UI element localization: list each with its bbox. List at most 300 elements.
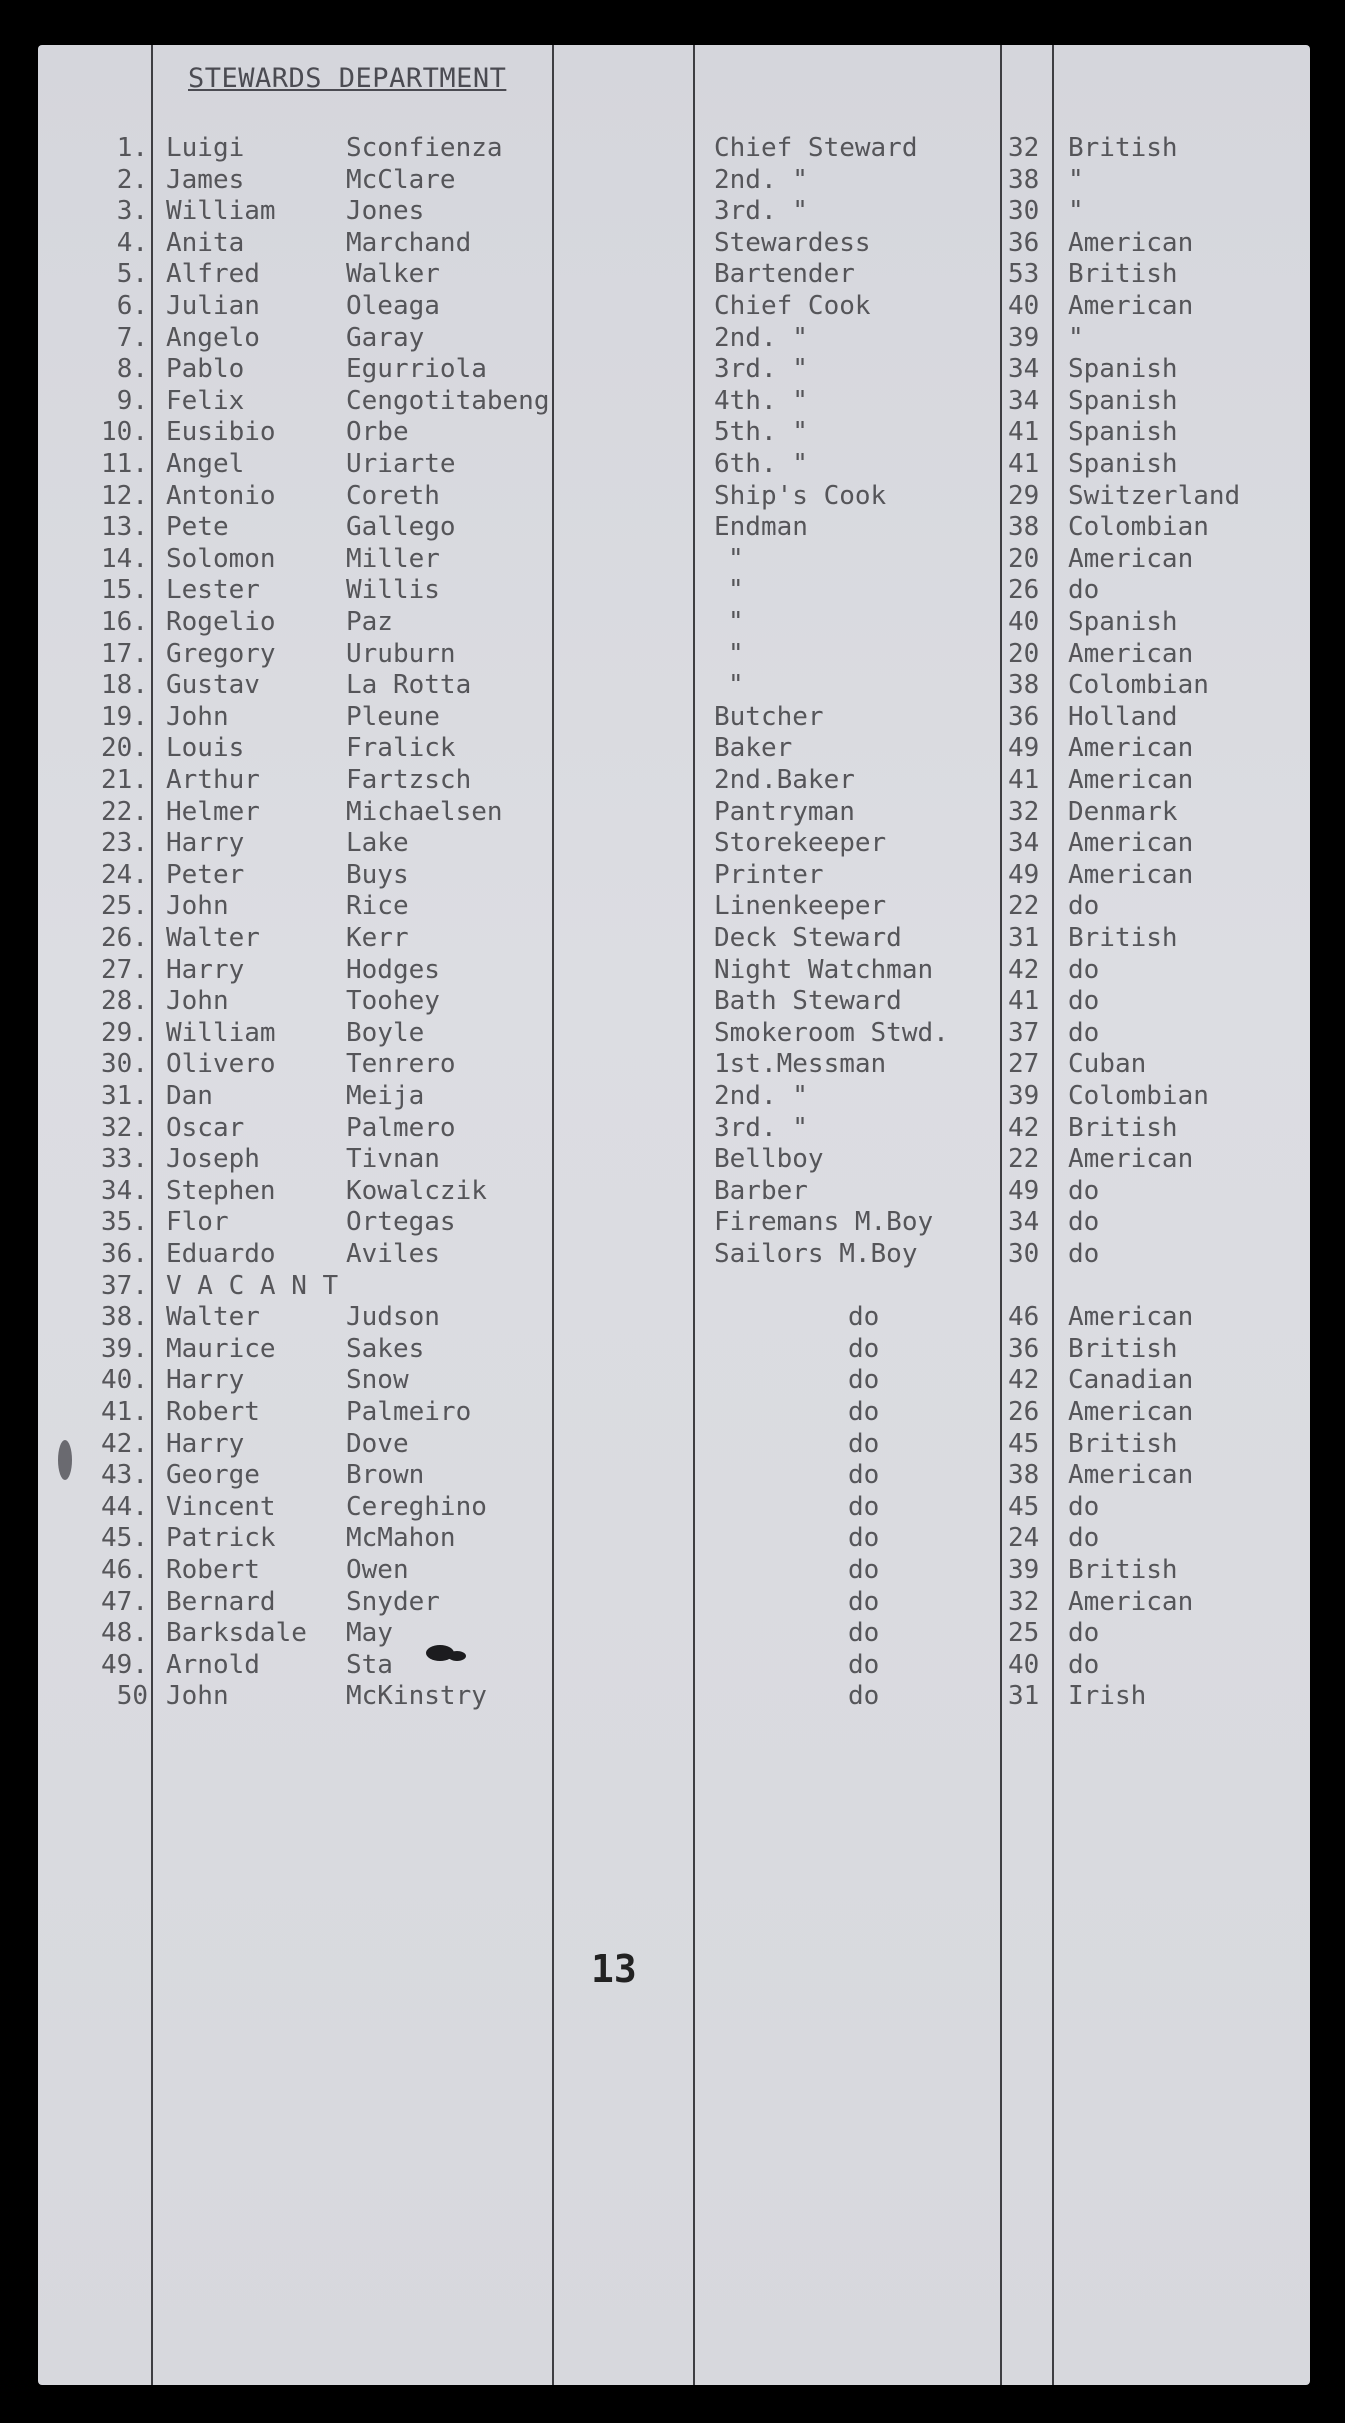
last-name: Pleune [346,701,440,732]
first-name: Eduardo [166,1239,276,1269]
nationality: American [1068,227,1194,258]
last-name: Egurriola [346,354,487,385]
crew-row [38,386,1310,417]
rating: Smokeroom Stwd. [714,1017,949,1048]
last-name: McClare [346,164,456,195]
age: 37 [1008,1017,1040,1048]
nationality: British [1068,1112,1178,1143]
nationality: Colombian [1068,512,1209,543]
row-number: 32. [101,1112,148,1143]
crew-row [38,1492,1310,1523]
rating: Firemans M.Boy [714,1207,934,1238]
nationality: do [1068,575,1100,606]
row-number: 35. [101,1207,148,1238]
crew-row [38,1555,1310,1586]
first-name: Harry [166,1365,245,1396]
last-name: Jones [346,196,425,227]
last-name: Willis [346,575,440,606]
row-number: 11. [101,449,148,479]
first-name: V A C A N T [166,1270,339,1301]
last-name: Brown [346,1460,425,1491]
age: 42 [1008,1365,1040,1396]
age: 41 [1008,986,1040,1017]
nationality: do [1068,1207,1100,1238]
rating: " [728,543,744,574]
age: 49 [1008,1175,1040,1206]
age: 46 [1008,1302,1040,1333]
rating: Baker [714,733,793,764]
rating: 3rd. " [714,196,808,227]
first-name: Alfred [166,259,260,290]
rating: do [848,1586,880,1617]
first-name: Louis [166,733,245,764]
first-name: John [166,891,229,922]
nationality: Denmark [1068,796,1178,827]
age: 38 [1008,670,1040,701]
nationality: do [1068,1175,1100,1206]
row-number: 38. [101,1302,148,1333]
last-name: Toohey [346,986,440,1017]
row-number: 23. [101,828,148,859]
row-number: 42. [101,1428,148,1459]
row-number: 40. [101,1365,148,1396]
crew-row [38,512,1310,543]
nationality: American [1068,543,1194,574]
nationality: American [1068,291,1194,321]
row-number: 26. [101,923,148,953]
rating: Chief Cook [714,291,871,321]
nationality: British [1068,923,1178,953]
first-name: Stephen [166,1175,276,1206]
row-number: 7. [116,322,148,353]
last-name: Walker [346,259,440,290]
nationality: Irish [1068,1681,1147,1712]
last-name: Orbe [346,417,409,448]
nationality: do [1068,986,1100,1017]
first-name: Vincent [166,1491,276,1522]
age: 26 [1008,575,1040,606]
nationality: American [1068,859,1194,890]
crew-row [38,1176,1310,1207]
age: 36 [1008,1333,1040,1364]
last-name: Boyle [346,1017,425,1048]
rating: 6th. " [714,449,808,479]
row-number: 28. [101,986,148,1017]
crew-row [38,1018,1310,1049]
first-name: Angelo [166,322,260,353]
rating: 2nd.Baker [714,765,855,795]
crew-row [38,1429,1310,1460]
age: 40 [1008,291,1040,321]
age: 41 [1008,417,1040,448]
row-number: 20. [101,733,148,764]
rating: 2nd. " [714,322,808,353]
age: 36 [1008,701,1040,732]
age: 20 [1008,543,1040,574]
age: 42 [1008,1112,1040,1143]
last-name: Gallego [346,512,456,543]
rating: Pantryman [714,796,855,827]
last-name: Coreth [346,480,440,511]
nationality: do [1068,1239,1100,1269]
rating: " [728,638,744,669]
first-name: Harry [166,954,245,985]
rating: Printer [714,859,824,890]
last-name: Oleaga [346,291,440,321]
nationality: British [1068,1428,1178,1459]
last-name: Marchand [346,227,472,258]
first-name: Olivero [166,1049,276,1080]
first-name: Patrick [166,1523,276,1554]
row-number: 31. [101,1081,148,1111]
nationality: do [1068,1649,1100,1680]
crew-row [38,1618,1310,1649]
crew-row [38,291,1310,322]
row-number: 13. [101,512,148,543]
crew-row [38,417,1310,448]
rating: do [848,1618,880,1649]
age: 32 [1008,1586,1040,1617]
nationality: Colombian [1068,1081,1209,1111]
nationality: American [1068,1460,1194,1491]
first-name: Oscar [166,1112,245,1143]
age: 22 [1008,891,1040,922]
first-name: Robert [166,1555,260,1585]
crew-row [38,1681,1310,1712]
row-number: 4. [116,227,148,258]
first-name: Angel [166,449,245,479]
last-name: Snyder [346,1586,440,1617]
row-number: 17. [101,638,148,669]
row-number: 50 [116,1681,148,1712]
row-number: 9. [116,385,148,416]
first-name: William [166,1017,276,1048]
first-name: Gregory [166,638,276,669]
first-name: Walter [166,1302,260,1333]
age: 27 [1008,1049,1040,1080]
nationality: Spanish [1068,354,1178,385]
rating: do [848,1523,880,1554]
rating: do [848,1491,880,1522]
first-name: John [166,986,229,1017]
nationality: American [1068,1586,1194,1617]
crew-row [38,1207,1310,1238]
last-name: Hodges [346,954,440,985]
row-number: 36. [101,1239,148,1269]
row-number: 10. [101,417,148,448]
nationality: American [1068,638,1194,669]
crew-row [38,1144,1310,1175]
age: 26 [1008,1397,1040,1427]
ink-blot [58,1440,72,1480]
row-number: 44. [101,1491,148,1522]
nationality: Colombian [1068,670,1209,701]
nationality: Holland [1068,701,1178,732]
rating: do [848,1333,880,1364]
first-name: George [166,1460,260,1491]
row-number: 45. [101,1523,148,1554]
crew-row [38,323,1310,354]
nationality: do [1068,1017,1100,1048]
rating: " [728,670,744,701]
age: 36 [1008,227,1040,258]
age: 31 [1008,1681,1040,1712]
nationality: do [1068,1491,1100,1522]
crew-row [38,670,1310,701]
rating: Bartender [714,259,855,290]
crew-row [38,544,1310,575]
row-number: 22. [101,796,148,827]
age: 32 [1008,133,1040,163]
first-name: Maurice [166,1333,276,1364]
last-name: Buys [346,859,409,890]
first-name: Harry [166,828,245,859]
first-name: Arnold [166,1649,260,1680]
row-number: 8. [116,354,148,385]
crew-row [38,354,1310,385]
first-name: Pete [166,512,229,543]
last-name: Paz [346,607,393,637]
row-number: 1. [116,133,148,163]
document-sheet [38,45,1310,2385]
last-name: Sakes [346,1333,425,1364]
first-name: Julian [166,291,260,321]
row-number: 29. [101,1017,148,1048]
first-name: Pablo [166,354,245,385]
last-name: Aviles [346,1239,440,1269]
nationality: do [1068,1618,1100,1649]
last-name: Sta [346,1649,393,1680]
row-number: 15. [101,575,148,606]
crew-row [38,1334,1310,1365]
last-name: Garay [346,322,425,353]
crew-row [38,1523,1310,1554]
age: 53 [1008,259,1040,290]
age: 32 [1008,796,1040,827]
age: 34 [1008,354,1040,385]
rating: 2nd. " [714,1081,808,1111]
last-name: Dove [346,1428,409,1459]
last-name: Tivnan [346,1144,440,1175]
rating: " [728,607,744,637]
row-number: 46. [101,1555,148,1585]
first-name: James [166,164,245,195]
row-number: 37. [101,1270,148,1301]
crew-row [38,1587,1310,1618]
rating: Chief Steward [714,133,918,163]
last-name: Sconfienza [346,133,503,163]
last-name: Uruburn [346,638,456,669]
age: 22 [1008,1144,1040,1175]
age: 30 [1008,1239,1040,1269]
crew-row [38,1460,1310,1491]
last-name: Miller [346,543,440,574]
first-name: Lester [166,575,260,606]
nationality: Cuban [1068,1049,1147,1080]
age: 34 [1008,828,1040,859]
rating: do [848,1649,880,1680]
crew-row [38,1397,1310,1428]
row-number: 3. [116,196,148,227]
age: 34 [1008,385,1040,416]
rating: 2nd. " [714,164,808,195]
rating: Bath Steward [714,986,902,1017]
crew-row [38,860,1310,891]
crew-row [38,765,1310,796]
last-name: Ortegas [346,1207,456,1238]
row-number: 24. [101,859,148,890]
crew-row [38,986,1310,1017]
crew-row [38,228,1310,259]
row-number: 14. [101,543,148,574]
first-name: John [166,701,229,732]
crew-row [38,891,1310,922]
age: 39 [1008,322,1040,353]
rating: Deck Steward [714,923,902,953]
age: 31 [1008,923,1040,953]
first-name: Harry [166,1428,245,1459]
last-name: Fartzsch [346,765,472,795]
nationality: British [1068,1555,1178,1585]
first-name: Joseph [166,1144,260,1175]
crew-row [38,133,1310,164]
nationality: Canadian [1068,1365,1194,1396]
nationality: Switzerland [1068,480,1241,511]
crew-row [38,575,1310,606]
row-number: 2. [116,164,148,195]
rating: do [848,1555,880,1585]
nationality: American [1068,1397,1194,1427]
crew-row [38,165,1310,196]
crew-row [38,449,1310,480]
age: 38 [1008,164,1040,195]
age: 38 [1008,512,1040,543]
first-name: Peter [166,859,245,890]
rating: do [848,1302,880,1333]
crew-row [38,797,1310,828]
age: 40 [1008,607,1040,637]
row-number: 34. [101,1175,148,1206]
last-name: Tenrero [346,1049,456,1080]
age: 30 [1008,196,1040,227]
rating: Endman [714,512,808,543]
row-number: 48. [101,1618,148,1649]
row-number: 6. [116,291,148,321]
nationality: do [1068,954,1100,985]
first-name: Helmer [166,796,260,827]
last-name: Cereghino [346,1491,487,1522]
first-name: Walter [166,923,260,953]
first-name: Luigi [166,133,245,163]
crew-row [38,828,1310,859]
first-name: Bernard [166,1586,276,1617]
nationality: American [1068,733,1194,764]
age: 45 [1008,1491,1040,1522]
last-name: Fralick [346,733,456,764]
last-name: McMahon [346,1523,456,1554]
rating: do [848,1397,880,1427]
rating: Storekeeper [714,828,887,859]
first-name: Arthur [166,765,260,795]
page-number: 13 [591,1947,637,1991]
row-number: 5. [116,259,148,290]
last-name: Owen [346,1555,409,1585]
first-name: Barksdale [166,1618,307,1649]
last-name: Michaelsen [346,796,503,827]
nationality: Spanish [1068,417,1178,448]
age: 41 [1008,765,1040,795]
crew-row [38,607,1310,638]
first-name: Robert [166,1397,260,1427]
rating: Sailors M.Boy [714,1239,918,1269]
crew-row [38,1302,1310,1333]
nationality: Spanish [1068,449,1178,479]
first-name: William [166,196,276,227]
rating: 5th. " [714,417,808,448]
crew-row [38,1650,1310,1681]
rating: do [848,1365,880,1396]
rating: Linenkeeper [714,891,887,922]
nationality: American [1068,1144,1194,1175]
first-name: John [166,1681,229,1712]
nationality: American [1068,1302,1194,1333]
row-number: 25. [101,891,148,922]
age: 24 [1008,1523,1040,1554]
crew-row [38,1049,1310,1080]
row-number: 18. [101,670,148,701]
nationality: British [1068,259,1178,290]
rating: 1st.Messman [714,1049,887,1080]
last-name: Kerr [346,923,409,953]
crew-row [38,923,1310,954]
row-number: 39. [101,1333,148,1364]
nationality: Spanish [1068,607,1178,637]
row-number: 21. [101,765,148,795]
nationality: do [1068,891,1100,922]
row-number: 47. [101,1586,148,1617]
age: 49 [1008,733,1040,764]
last-name: La Rotta [346,670,472,701]
crew-row [38,639,1310,670]
last-name: Kowalczik [346,1175,487,1206]
last-name: Palmero [346,1112,456,1143]
nationality: " [1068,322,1084,353]
rating: Night Watchman [714,954,934,985]
age: 38 [1008,1460,1040,1491]
age: 42 [1008,954,1040,985]
rating: " [728,575,744,606]
first-name: Anita [166,227,245,258]
ink-blot [448,1651,466,1661]
last-name: Rice [346,891,409,922]
age: 39 [1008,1081,1040,1111]
row-number: 33. [101,1144,148,1175]
last-name: May [346,1618,393,1649]
age: 20 [1008,638,1040,669]
nationality: " [1068,164,1084,195]
crew-row [38,733,1310,764]
nationality: British [1068,1333,1178,1364]
row-number: 27. [101,954,148,985]
rating: 4th. " [714,385,808,416]
last-name: Snow [346,1365,409,1396]
nationality: do [1068,1523,1100,1554]
crew-row [38,481,1310,512]
nationality: British [1068,133,1178,163]
rating: 3rd. " [714,1112,808,1143]
age: 40 [1008,1649,1040,1680]
nationality: Spanish [1068,385,1178,416]
